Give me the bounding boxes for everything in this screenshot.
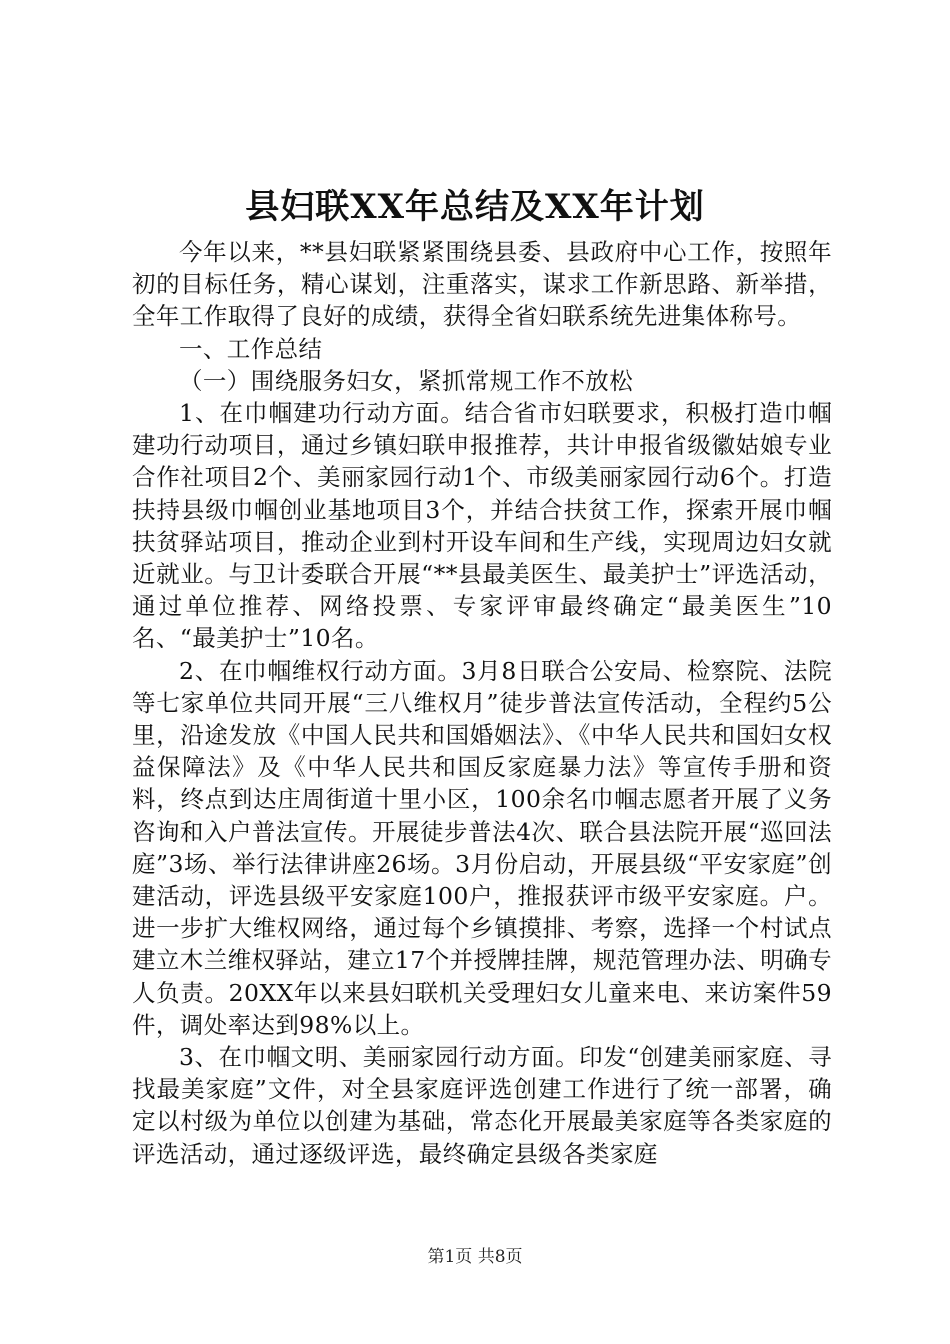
- paragraph-intro: 今年以来，**县妇联紧紧围绕县委、县政府中心工作，按照年初的目标任务，精心谋划，注重落实，谋求工作新思路、新举措，全年工作取得了良好的成绩，获得全省妇联系统先进集体称号。: [132, 238, 832, 331]
- paragraph-item-1: 1、在巾帼建功行动方面。结合省市妇联要求，积极打造巾帼建功行动项目，通过乡镇妇联申报推荐，共计申报省级徽姑娘专业合作社项目2个、美丽家园行动1个、市级美丽家园行动6个。打造扶持县级巾帼创业基地项目3个，并结合扶贫工作，探索开展巾帼扶贫驿站项目，推动企业到村开设车间和生产线，实现周边妇女就近就业。与卫计委联合开展“**县最美医生、最美护士”评选活动，通过单位推荐、网络投票、专家评审最终确定“最美医生”10名、“最美护士”10名。: [132, 399, 832, 653]
- subsection-heading: （一）围绕服务妇女，紧抓常规工作不放松: [179, 366, 634, 395]
- page-number-footer: 第1页 共8页: [427, 1247, 523, 1267]
- paragraph-item-3: 3、在巾帼文明、美丽家园行动方面。印发“创建美丽家庭、寻找最美家庭”文件，对全县家庭评选创建工作进行了统一部署，确定以村级为单位以创建为基础，常态化开展最美家庭等各类家庭的评选活动，通过逐级评选，最终确定县级各类家庭: [132, 1043, 832, 1168]
- document-body: [132, 236, 832, 1170]
- paragraph-item-2: 2、在巾帼维权行动方面。3月8日联合公安局、检察院、法院等七家单位共同开展“三八维权月”徒步普法宣传活动，全程约5公里，沿途发放《中国人民共和国婚姻法》、《中华人民共和国妇女权益保障法》及《中华人民共和国反家庭暴力法》等宣传手册和资料，终点到达庄周街道十里小区，100余名巾帼志愿者开展了义务咨询和入户普法宣传。开展徒步普法4次、联合县法院开展“巡回法庭”3场、举行法律讲座26场。3月份启动，开展县级“平安家庭”创建活动，评选县级平安家庭100户，推报获评市级平安家庭。户。进一步扩大维权网络，通过每个乡镇摸排、考察，选择一个村试点建立木兰维权驿站，建立17个并授牌挂牌，规范管理办法、明确专人负责。20XX年以来县妇联机关受理妇女儿童来电、来访案件59件，调处率达到98%以上。: [132, 656, 832, 1039]
- document-title: 县妇联XX年总结及XX年计划: [245, 187, 705, 227]
- section-heading: 一、工作总结: [179, 334, 323, 363]
